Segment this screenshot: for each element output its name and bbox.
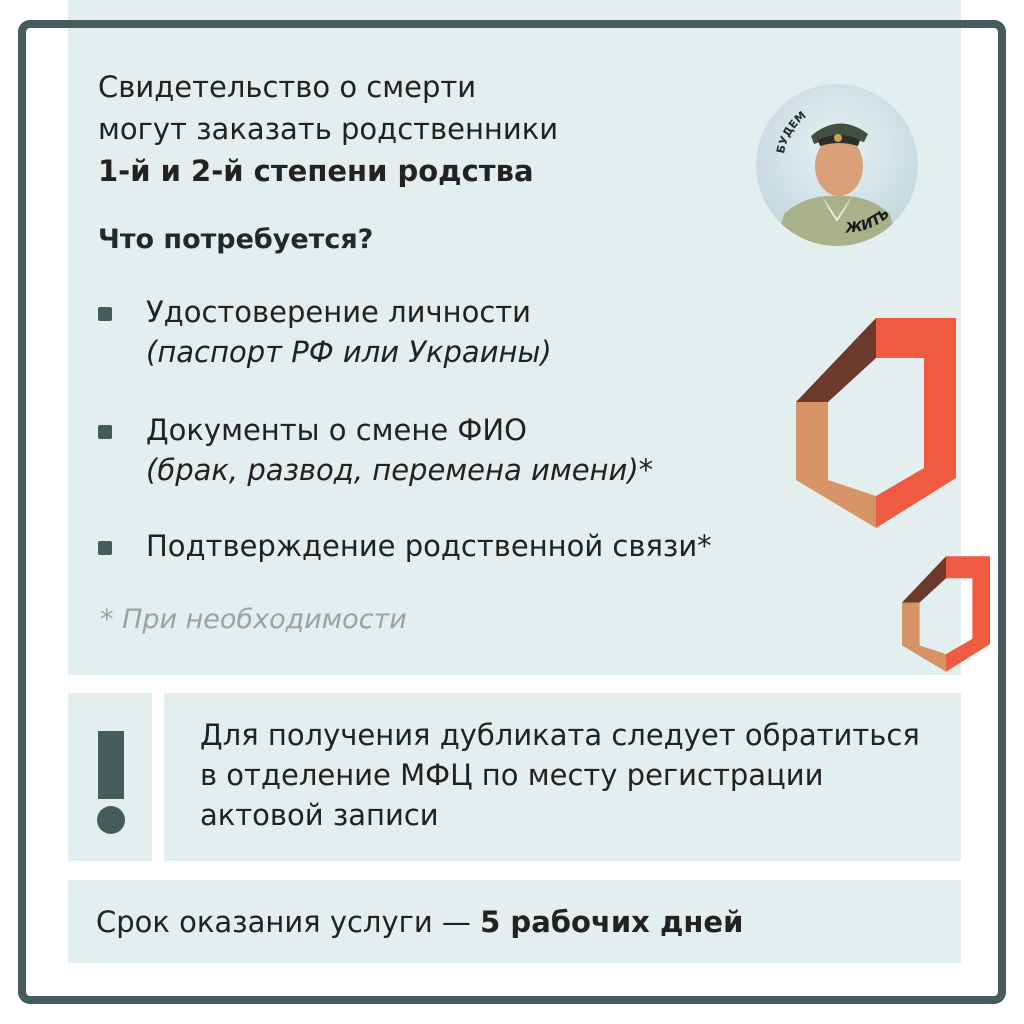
badge-bottom-text: ЖИТЬ [844, 205, 894, 237]
bullet-marker [98, 541, 112, 555]
bullet-marker [98, 425, 112, 439]
intro-text [98, 66, 698, 192]
warning-box [164, 693, 961, 861]
term-box [68, 880, 961, 963]
avatar-badge [756, 84, 918, 246]
footnote: * При необходимости [100, 604, 407, 635]
requirement-main: Документы о смене ФИО [146, 413, 527, 447]
badge-top-text: БУДЕМ [774, 108, 809, 155]
term-text [96, 902, 743, 942]
top-strip [68, 0, 961, 20]
bullet-marker [98, 307, 112, 321]
term-value: 5 рабочих дней [480, 905, 744, 939]
requirement-main: Удостоверение личности [146, 295, 532, 329]
warning-text: Для получения дубликата следует обратиться в отделение МФЦ по месту регистрации актовой записи [200, 718, 920, 832]
requirements-title: Что потребуется? [98, 224, 374, 255]
intro-line-3: 1-й и 2-й степени родства [98, 154, 534, 188]
intro-line-1: Свидетельство о смерти [98, 70, 477, 104]
mfc-logo-large [796, 318, 956, 528]
term-label: Срок оказания услуги — [96, 905, 481, 939]
mfc-logo-small [902, 556, 990, 672]
requirement-sub: (паспорт РФ или Украины) [146, 335, 552, 369]
warning-icon-box [68, 693, 152, 861]
requirement-sub: (брак, развод, перемена имени)* [146, 453, 654, 487]
intro-line-2: могут заказать родственники [98, 112, 559, 146]
requirement-main: Подтверждение родственной связи* [146, 529, 712, 563]
